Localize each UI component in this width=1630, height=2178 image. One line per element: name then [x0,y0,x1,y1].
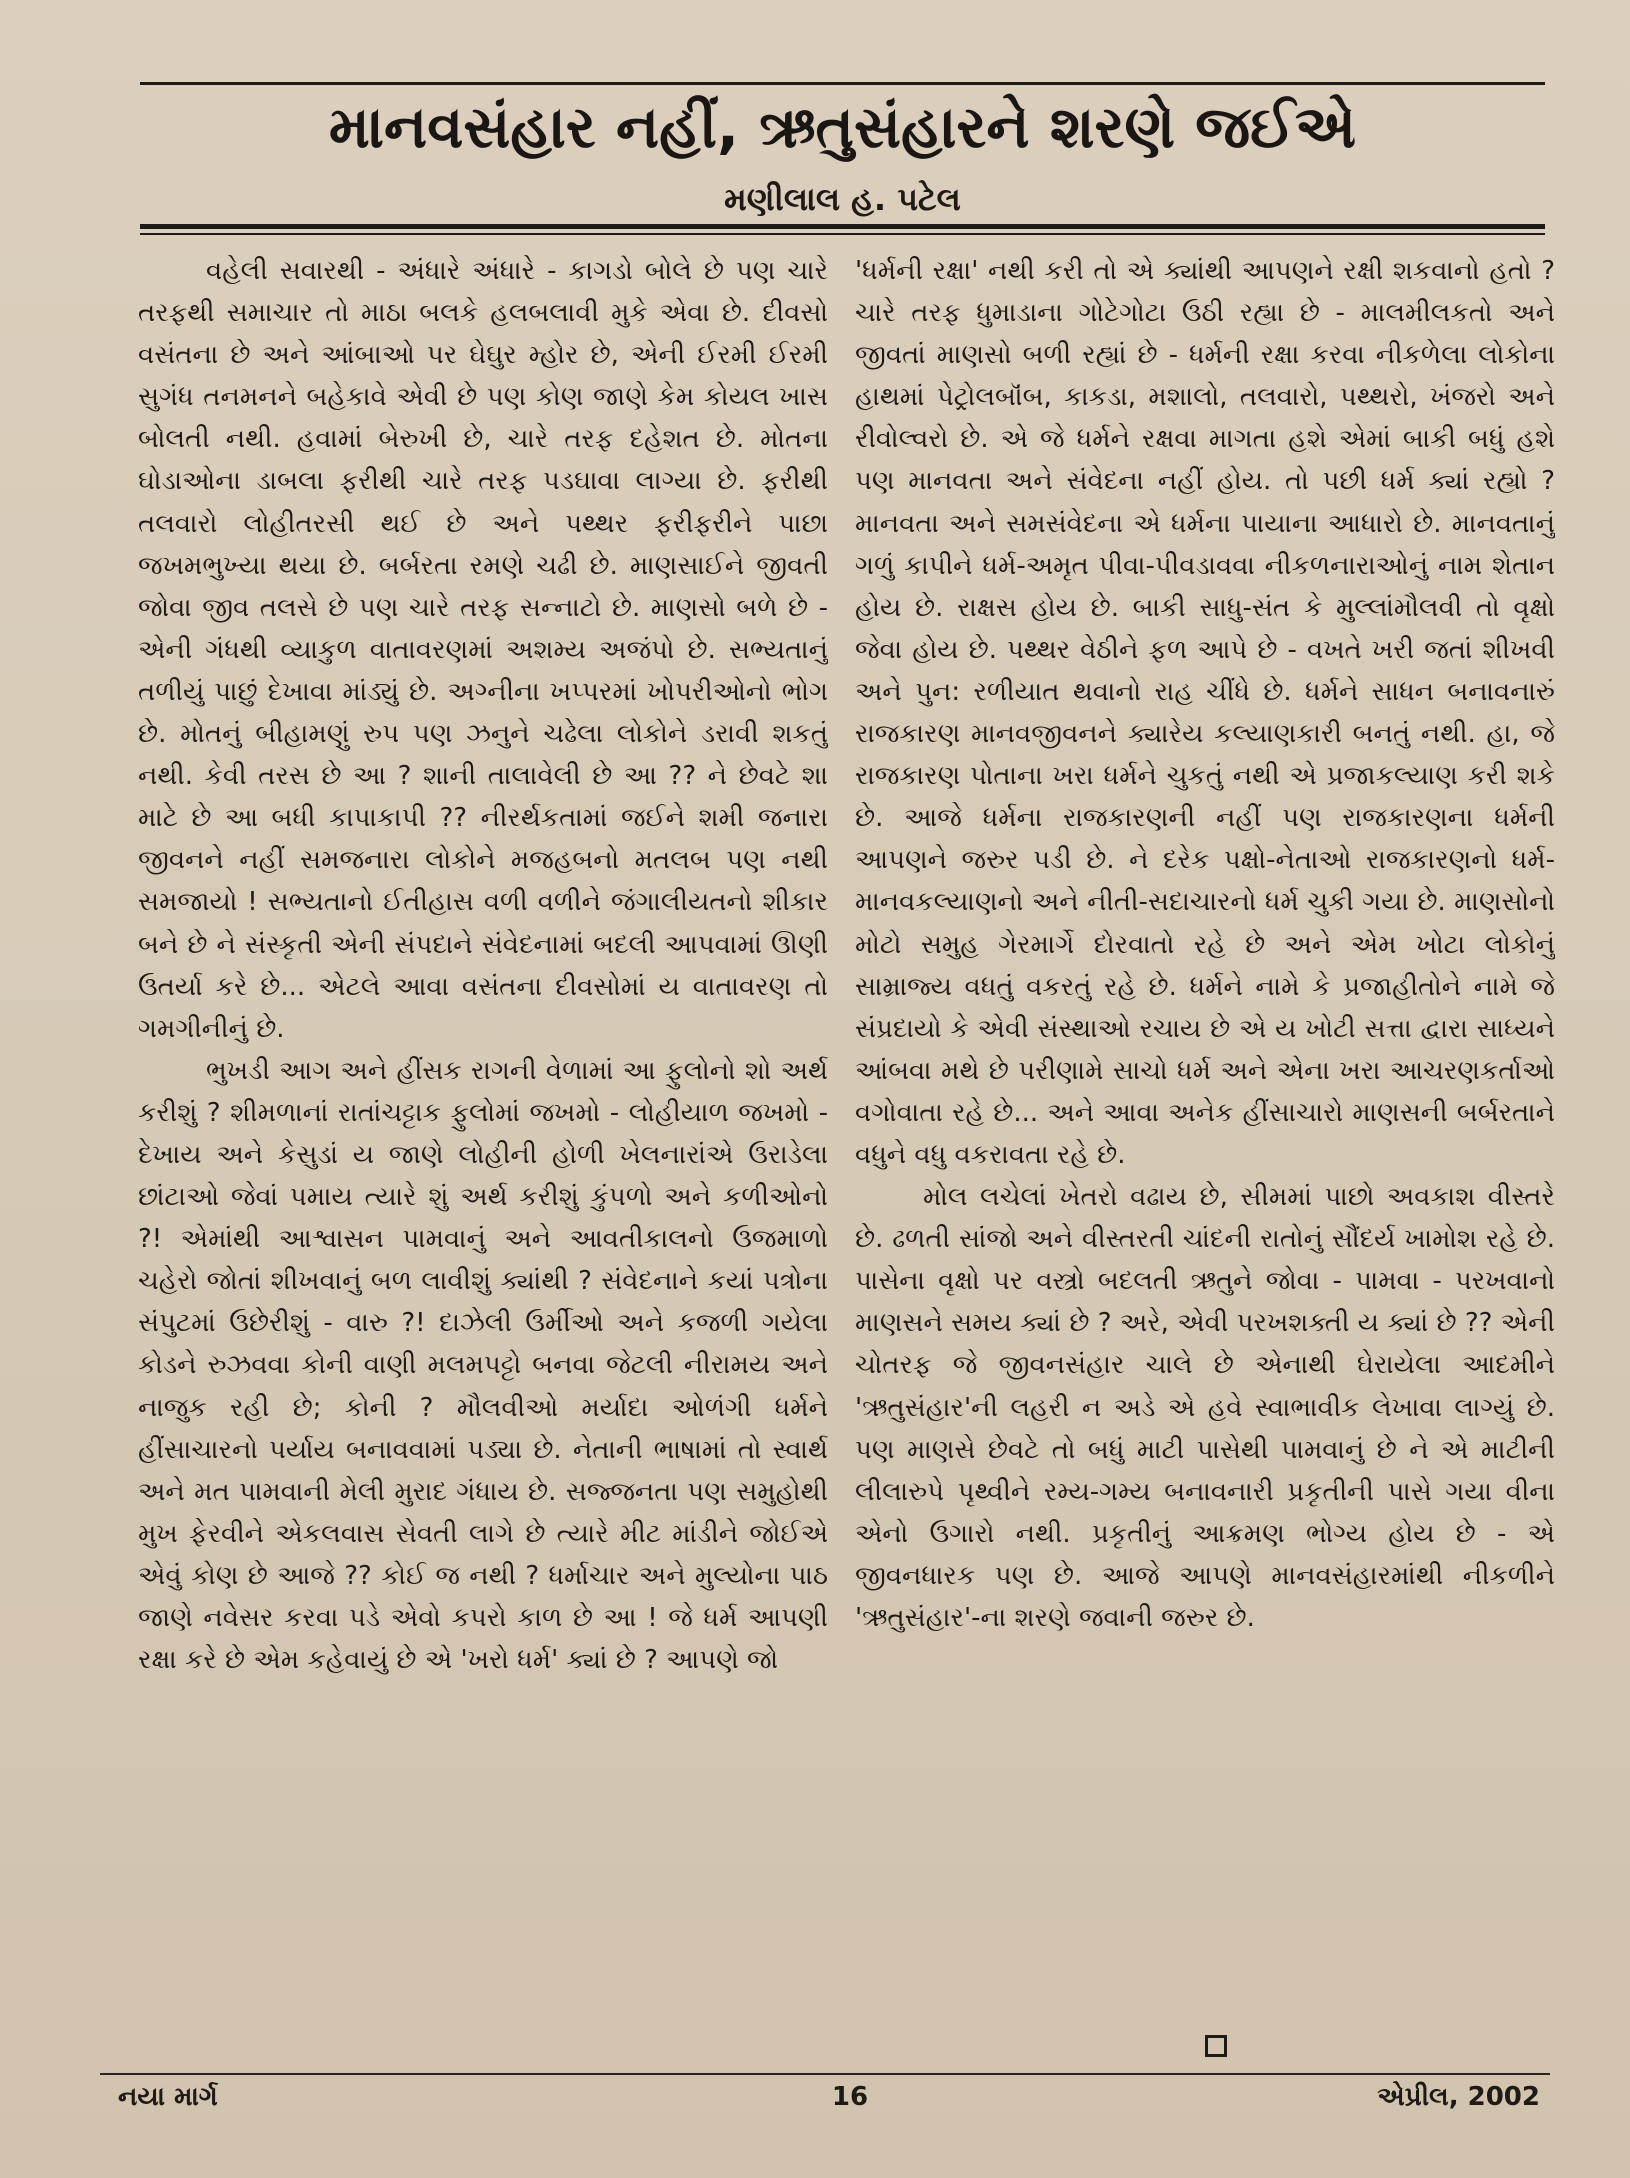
article-author: મણીલાલ હ. પટેલ [724,180,961,218]
paragraph: મોલ લચેલાં ખેતરો વઢાય છે, સીમમાં પાછો અવકાશ વીસ્તરે છે. ઢળતી સાંજો અને વીસ્તરતી ચાંદની રાતોનું સૌંદર્ય ખામોશ રહે છે. પાસેના વૃક્ષો પર વસ્ત્રો બદલતી ઋતુને જોવા - પામવા - પરખવાનો માણસને સમય ક્યાં છે ? અરે, એવી પરખશક્તી ય ક્યાં છે ?? એની ચોતરફ જે જીવનસંહાર ચાલે છે એનાથી ઘેરાયેલા આદમીને 'ઋતુસંહાર'ની લહરી ન અડે એ હવે સ્વાભાવીક લેખાવા લાગ્યું છે. પણ માણસે છેવટે તો બધું માટી પાસેથી પામવાનું છે ને એ માટીની લીલારુપે પૃથ્વીને રમ્ય-ગમ્ય બનાવનારી પ્રકૃતીની પાસે ગયા વીના એનો ઉગારો નથી. પ્રકૃતીનું આક્રમણ ભોગ્ય હોય છે - એ જીવનધારક પણ છે. આજે આપણે માનવસંહારમાંથી નીકળીને 'ઋતુસંહાર'-ના શરણે જવાની જરુર છે. [855,1182,1555,1633]
paragraph: વહેલી સવારથી - અંધારે અંધારે - કાગડો બોલે છે પણ ચારે તરફથી સમાચાર તો માઠા બલકે હલબલાવી મુકે એવા છે. દીવસો વસંતના છે અને આંબાઓ પર ઘેઘુર મ્હોર છે, એની ઈરમી ઈરમી સુગંધ તનમનને બહેકાવે એવી છે પણ કોણ જાણે કેમ કોયલ ખાસ બોલતી નથી. હવામાં બેરુખી છે, ચારે તરફ દહેશત છે. મોતના ઘોડાઓના ડાબલા ફરીથી ચારે તરફ પડઘાવા લાગ્યા છે. ફરીથી તલવારો લોહીતરસી થઈ છે અને પથ્થર ફરીફરીને પાછા જખમભુખ્યા થયા છે. બર્બરતા રમણે ચઢી છે. માણસાઈને જીવતી જોવા જીવ તલસે છે પણ ચારે તરફ સન્નાટો છે. માણસો બળે છે - એની ગંધથી વ્યાકુળ વાતાવરણમાં અશમ્ય અજંપો છે. સભ્યતાનું તળીયું પાછું દેખાવા માંડ્યું છે. અગ્નીના ખપ્પરમાં ખોપરીઓનો ભોગ છે. મોતનું બીહામણું રુપ પણ ઝનુને ચઢેલા લોકોને ડરાવી શકતું નથી. કેવી તરસ છે આ ? શાની તાલાવેલી છે આ ?? ને છેવટે શા માટે છે આ બધી કાપાકાપી ?? નીરર્થકતામાં જઈને શમી જનારા જીવનને નહીં સમજનારા લોકોને મજહબનો મતલબ પણ નથી સમજાયો ! સભ્યતાનો ઈતીહાસ વળી વળીને જંગાલીયતનો શીકાર બને છે ને સંસ્કૃતી એની સંપદાને સંવેદનામાં બદલી આપવામાં ઊણી ઉતર્યા કરે છે... એટલે આવા વસંતના દીવસોમાં ય વાતાવરણ તો ગમગીનીનું છે. [138,256,828,1044]
article-end-square-icon [1205,2035,1227,2057]
right-column [855,250,1555,2030]
top-rule [140,82,1545,85]
left-column [138,250,828,2030]
issue-date: એપ્રીલ, 2002 [1377,2082,1540,2112]
page-number: 16 [831,2082,869,2112]
paragraph: 'ધર્મની રક્ષા' નથી કરી તો એ ક્યાંથી આપણને રક્ષી શકવાનો હતો ? ચારે તરફ ધુમાડાના ગોટેગોટા ઉઠી રહ્યા છે - માલમીલકતો અને જીવતાં માણસો બળી રહ્યાં છે - ધર્મની રક્ષા કરવા નીકળેલા લોકોના હાથમાં પેટ્રોલબૉંબ, કાકડા, મશાલો, તલવારો, પથ્થરો, ખંજરો અને રીવોલ્વરો છે. એ જે ધર્મને રક્ષવા માગતા હશે એમાં બાકી બધું હશે પણ માનવતા અને સંવેદના નહીં હોય. તો પછી ધર્મ ક્યાં રહ્યો ? માનવતા અને સમસંવેદના એ ધર્મના પાયાના આધારો છે. માનવતાનું ગળું કાપીને ધર્મ-અમૃત પીવા-પીવડાવવા નીકળનારાઓનું નામ શેતાન હોય છે. રાક્ષસ હોય છે. બાકી સાધુ-સંત કે મુલ્લાંમૌલવી તો વૃક્ષો જેવા હોય છે. પથ્થર વેઠીને ફળ આપે છે - વખતે ખરી જતાં શીખવી અને પુન: રળીયાત થવાનો રાહ ચીંધે છે. ધર્મને સાધન બનાવનારું રાજકારણ માનવજીવનને ક્યારેય કલ્યાણકારી બનતું નથી. હા, જે રાજકારણ પોતાના ખરા ધર્મને ચુકતું નથી એ પ્રજાકલ્યાણ કરી શકે છે. આજે ધર્મના રાજકારણની નહીં પણ રાજકારણના ધર્મની આપણને જરુર પડી છે. ને દરેક પક્ષો-નેતાઓ રાજકારણનો ધર્મ-માનવકલ્યાણનો અને નીતી-સદાચારનો ધર્મ ચુકી ગયા છે. માણસોનો મોટો સમુહ ગેરમાર્ગે દોરવાતો રહે છે અને એમ ખોટા લોકોનું સામ્રાજ્ય વધતું વકરતું રહે છે. ધર્મને નામે કે પ્રજાહીતોને નામે જે સંપ્રદાયો કે એવી સંસ્થાઓ રચાય છે એ ય ખોટી સત્તા દ્વારા સાધ્યને આંબવા મથે છે પરીણામે સાચો ધર્મ અને એના ખરા આચરણકર્તાઓ વગોવાતા રહે છે... અને આવા અનેક હીંસાચારો માણસની બર્બરતાને વધુને વધુ વકરાવતા રહે છે. [855,256,1555,1170]
header-rule-thin [140,233,1545,235]
article-title: માનવસંહાર નહીં, ઋતુસંહારને શરણે જઈએ [328,93,1357,161]
magazine-name: નયા માર્ગ [118,2082,218,2112]
header-rule-thick [140,224,1545,229]
paragraph: ભુખડી આગ અને હીંસક રાગની વેળામાં આ ફુલોનો શો અર્થ કરીશું ? શીમળાનાં રાતાંચટ્ટાક ફુલોમાં જખમો - લોહીયાળ જખમો - દેખાય અને કેસુડાં ય જાણે લોહીની હોળી ખેલનારાંએ ઉરાડેલા છાંટાઓ જેવાં પમાય ત્યારે શું અર્થ કરીશું કુંપળો અને કળીઓનો ?! એમાંથી આશ્વાસન પામવાનું અને આવતીકાલનો ઉજમાળો ચહેરો જોતાં શીખવાનું બળ લાવીશું ક્યાંથી ? સંવેદનાને કયાં પત્રોના સંપુટમાં ઉછેરીશું - વારુ ?! દાઝેલી ઉર્મીઓ અને કજળી ગયેલા કોડને રુઝવવા કોની વાણી મલમપટ્ટો બનવા જેટલી નીરામય અને નાજુક રહી છે; કોની ? મૌલવીઓ મર્યાદા ઓળંગી ધર્મને હીંસાચારનો પર્યાય બનાવવામાં પડ્યા છે. નેતાની ભાષામાં તો સ્વાર્થ અને મત પામવાની મેલી મુરાદ ગંધાય છે. સજ્જનતા પણ સમુહોથી મુખ ફેરવીને એકલવાસ સેવતી લાગે છે ત્યારે મીટ માંડીને જોઈએ એવું કોણ છે આજે ?? કોઈ જ નથી ? ધર્માચાર અને મુલ્યોના પાઠ જાણે નવેસર કરવા પડે એવો કપરો કાળ છે આ ! જે ધર્મ આપણી રક્ષા કરે છે એમ કહેવાયું છે એ 'ખરો ધર્મ' ક્યાં છે ? આપણે જો [138,1055,828,1676]
footer-rule [100,2073,1550,2075]
